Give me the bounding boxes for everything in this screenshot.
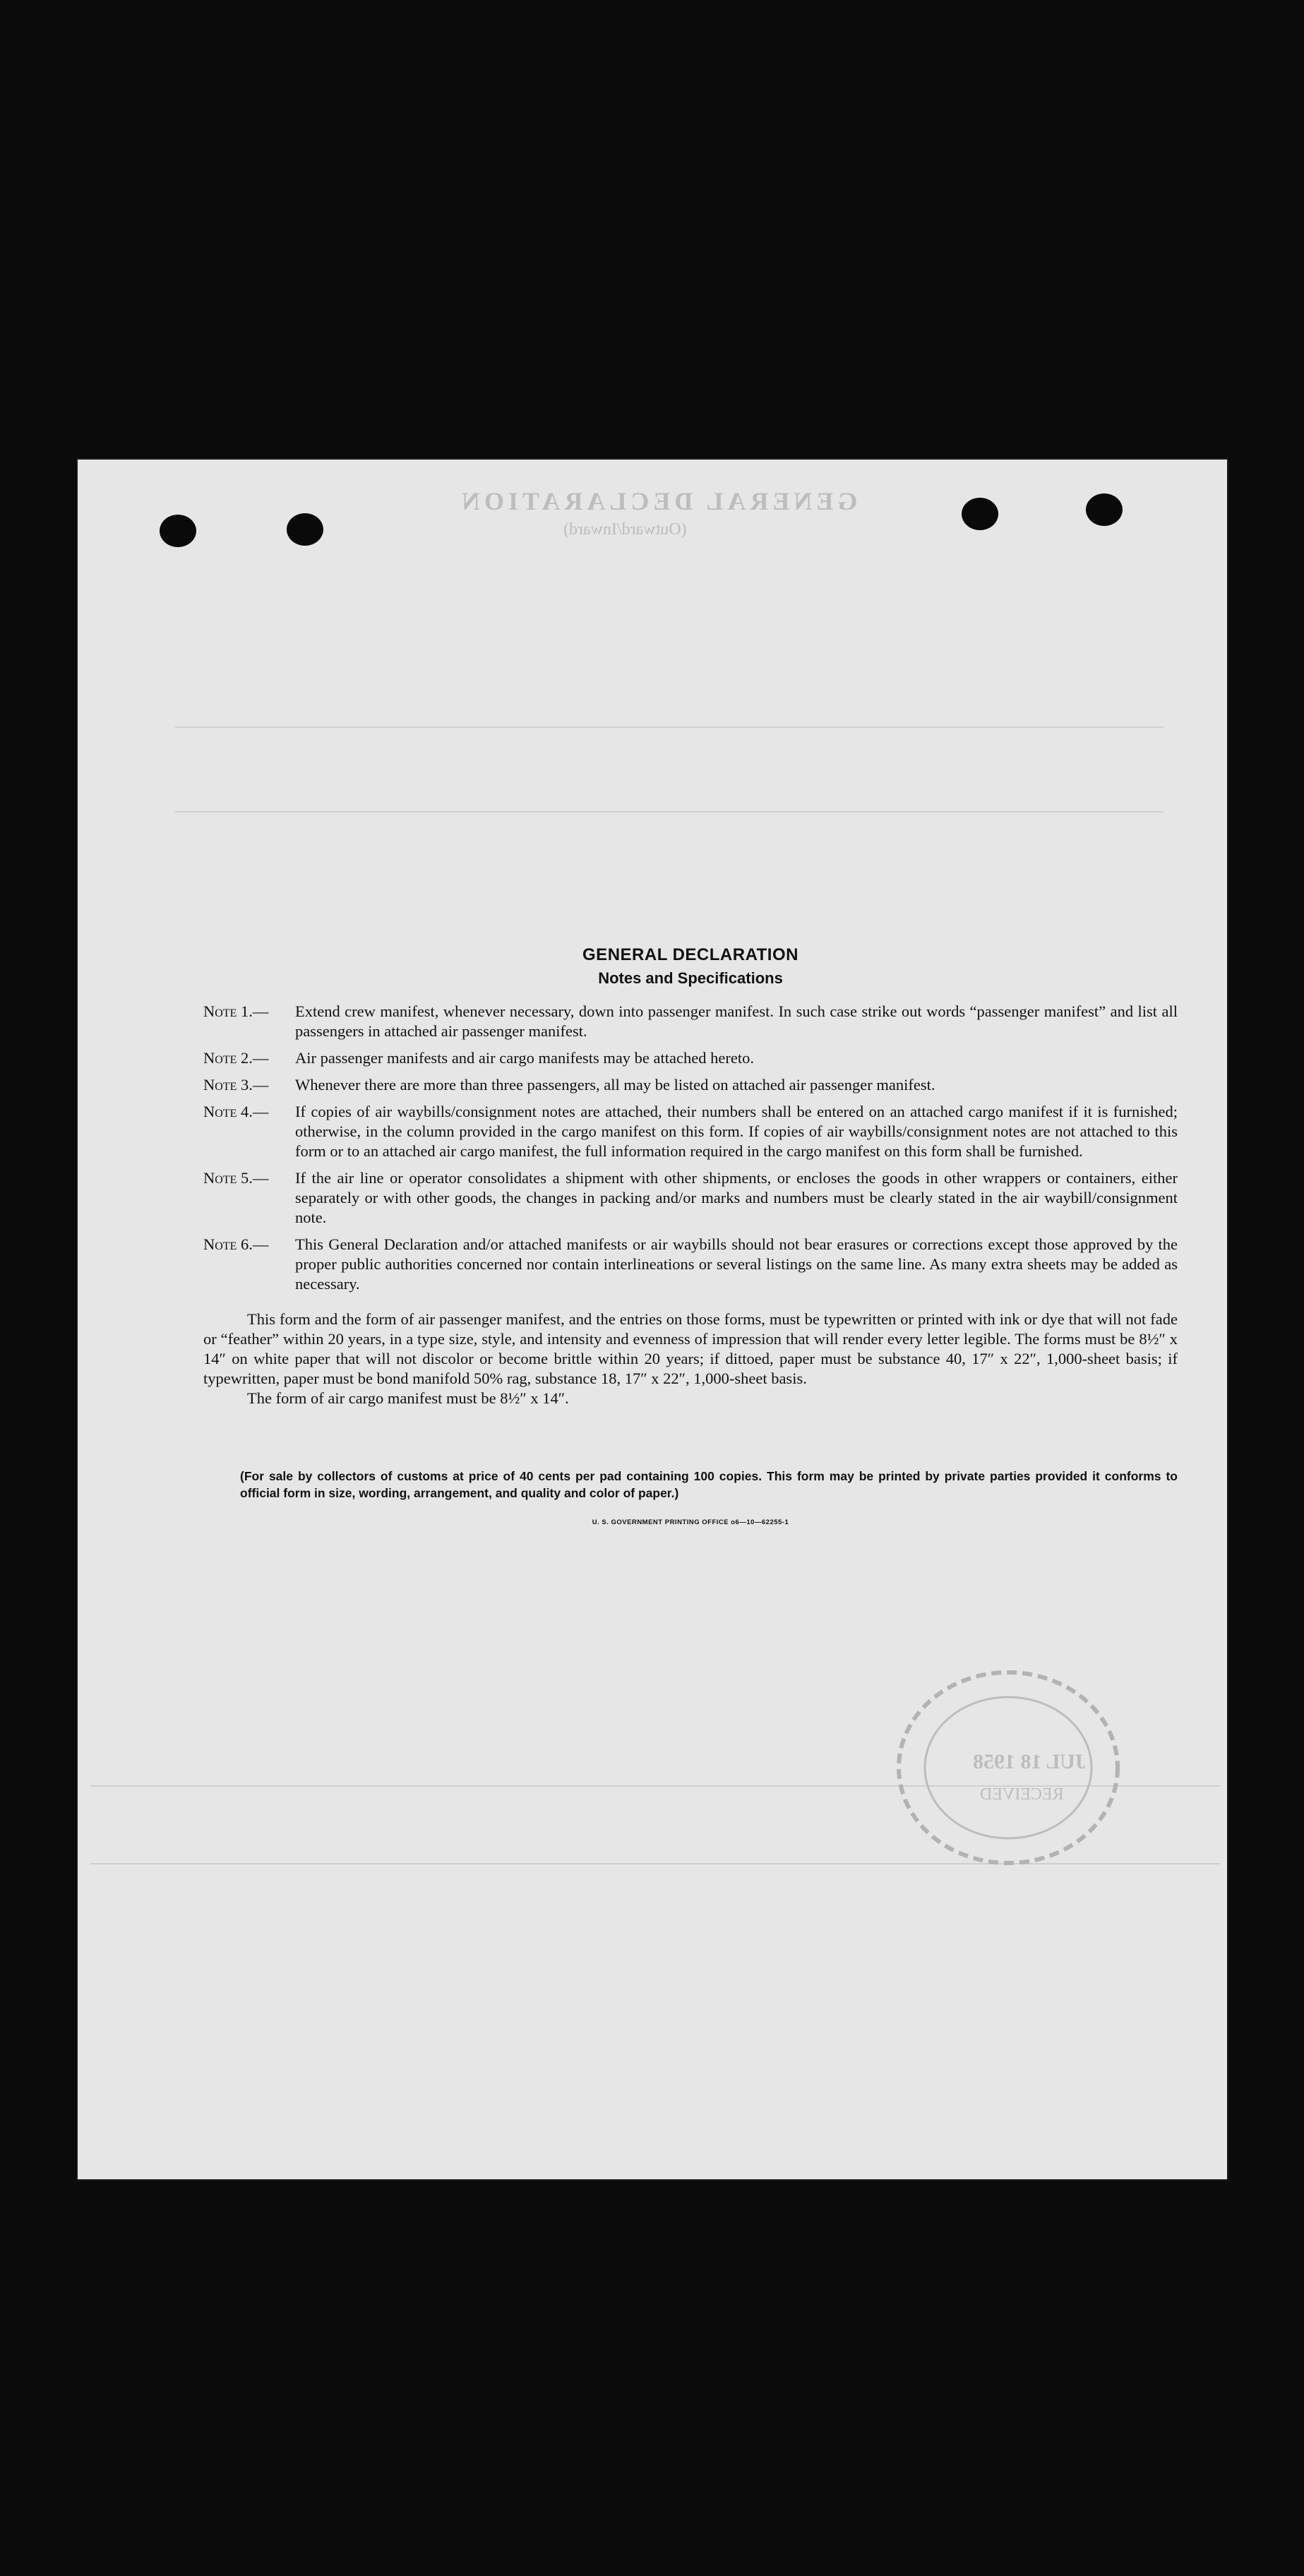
note-1 [203,1002,1178,1041]
notes-section [203,945,1178,1526]
note-3 [203,1075,1178,1095]
bleed-through-rule [175,811,1164,813]
note-text: This General Declaration and/or attached manifests or air waybills should not bear erasures or corrections except those approved by the proper public authorities concerned nor contain interlineations or several listings on the same line. As many extra sheets may be added as necessary. [295,1235,1178,1293]
note-text: Whenever there are more than three passengers, all may be listed on attached air passenger manifest. [295,1076,935,1094]
note-label: Note 4.— [203,1103,269,1120]
document-page [76,458,1228,2181]
note-text: If the air line or operator consolidates a shipment with other shipments, or encloses the goods in other wrappers or containers, either separately or with other goods, the changes in packing and/or marks and numbers must be clearly stated in the air waybill/consignment note. [295,1169,1178,1226]
note-4 [203,1102,1178,1161]
printer-line: U. S. GOVERNMENT PRINTING OFFICE o6—10—62255-1 [592,1518,789,1526]
punch-hole [1086,493,1123,526]
note-6 [203,1235,1178,1294]
note-text: If copies of air waybills/consignment notes are attached, their numbers shall be entered on an attached cargo manifest if it is furnished; otherwise, in the column provided in the cargo manifest on this form. If copies of air waybills/consignment notes are not attached to this form or to an attached air cargo manifest, the full information required in the cargo manifest on this form shall be furnished. [295,1103,1178,1160]
stamp-word: RECEIVED [980,1785,1064,1804]
document-title: GENERAL DECLARATION [582,945,798,964]
note-label: Note 1.— [203,1002,269,1020]
cargo-manifest-size-note: The form of air cargo manifest must be 8½″ x 14″. [247,1389,569,1407]
note-label: Note 6.— [203,1235,269,1253]
specification-paragraph: This form and the form of air passenger manifest, and the entries on those forms, must be typewritten or printed with ink or dye that will not fade or “feather” within 20 years, in a type size, style, and intensity and evenness of impression that will render every letter legible. The forms must be 8½″ x 14″ on white paper that will not discolor or become brittle within 20 years; if dittoed, paper must be substance 40, 17″ x 22″, 1,000-sheet basis; if typewritten, paper must be bond manifold 50% rag, substance 18, 17″ x 22″, 1,000-sheet basis. [203,1310,1178,1387]
punch-hole [287,513,323,546]
bleed-through-rule [175,726,1164,728]
punch-hole [962,498,998,530]
note-text: Extend crew manifest, whenever necessary, down into passenger manifest. In such case strike out words “passenger manifest” and list all passengers in attached air passenger manifest. [295,1002,1178,1040]
note-label: Note 3.— [203,1076,269,1094]
note-text: Air passenger manifests and air cargo manifests may be attached hereto. [295,1049,754,1067]
note-label: Note 5.— [203,1169,269,1187]
bleed-through-title: GENERAL DECLARATION [457,487,858,515]
note-2 [203,1048,1178,1068]
sale-note: (For sale by collectors of customs at price of 40 cents per pad containing 100 copies. This form may be printed by private parties provided it conforms to official form in size, wording, arrangement, and quality and color of paper.) [240,1469,1178,1500]
document-subtitle: Notes and Specifications [598,969,783,987]
note-5 [203,1168,1178,1228]
stamp-date: JUL 18 1958 [973,1750,1087,1773]
punch-hole [160,515,196,547]
note-label: Note 2.— [203,1049,269,1067]
bleed-through-subtitle: (Outward/Inward) [563,520,687,539]
